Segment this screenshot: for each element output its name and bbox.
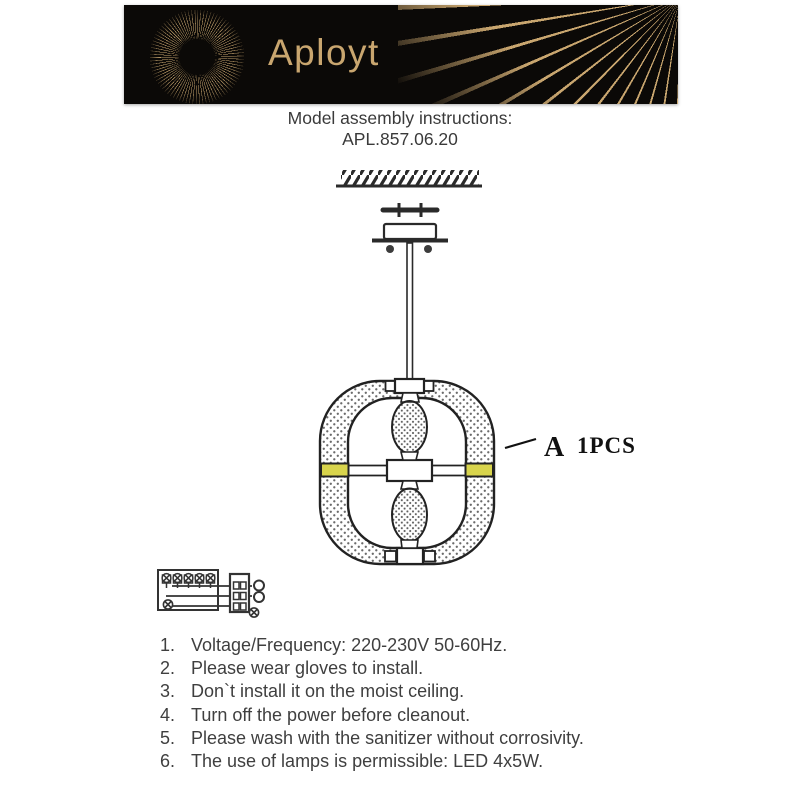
top-connector	[386, 379, 434, 393]
part-leader-line	[505, 439, 536, 448]
part-quantity: 1PCS	[577, 433, 636, 458]
wiring-diagram	[158, 570, 264, 617]
mounting-bracket	[383, 203, 437, 217]
bottom-connector	[385, 548, 435, 564]
brand-name: Aployt	[268, 32, 380, 73]
instruction-item-3	[160, 680, 720, 703]
connector-block	[230, 574, 249, 612]
instruction-item-4	[160, 704, 720, 727]
instruction-number: 4.	[160, 704, 176, 725]
instruction-number: 6.	[160, 751, 176, 772]
instruction-text: Please wash with the sanitizer without corrosivity.	[191, 727, 584, 748]
ground-screw	[163, 600, 172, 609]
sheet-title: Model assembly instructions:	[287, 108, 513, 128]
title-block	[0, 108, 800, 150]
instruction-item-2	[160, 657, 720, 680]
instruction-text: Don`t install it on the moist ceiling.	[191, 681, 465, 702]
instruction-text: Turn off the power before cleanout.	[191, 704, 471, 725]
canopy-screw-left	[386, 245, 394, 253]
wire-ring-top	[254, 581, 264, 591]
instruction-item-1	[160, 634, 720, 657]
ring-accent-right	[466, 464, 494, 477]
instruction-text: Please wear gloves to install.	[191, 658, 424, 679]
instruction-number: 1.	[160, 635, 176, 655]
instruction-text: Voltage/Frequency: 220-230V 50-60Hz.	[191, 635, 508, 655]
ceiling-hatch	[336, 170, 482, 186]
canopy-screw-right	[424, 245, 432, 253]
instruction-item-6	[160, 750, 720, 773]
wire-ring-bottom	[254, 592, 264, 602]
ring-accent-left	[321, 464, 349, 477]
instruction-item-5	[160, 727, 720, 750]
instruction-list	[160, 634, 720, 773]
sunburst-core	[179, 39, 215, 75]
part-label: A	[544, 432, 565, 463]
instruction-number: 5.	[160, 727, 176, 748]
instruction-number: 3.	[160, 681, 176, 702]
center-hub	[387, 460, 432, 481]
instruction-number: 2.	[160, 658, 176, 679]
model-number: APL.857.06.20	[342, 129, 458, 149]
brand-banner	[124, 5, 678, 104]
sunburst-logo-icon	[150, 10, 244, 104]
earth-screw	[249, 608, 258, 617]
corner-rays-decoration-icon	[398, 5, 678, 104]
assembly-drawing	[0, 160, 800, 640]
suspension-rod	[407, 243, 413, 382]
instruction-text: The use of lamps is permissible: LED 4x5W.	[191, 751, 544, 772]
